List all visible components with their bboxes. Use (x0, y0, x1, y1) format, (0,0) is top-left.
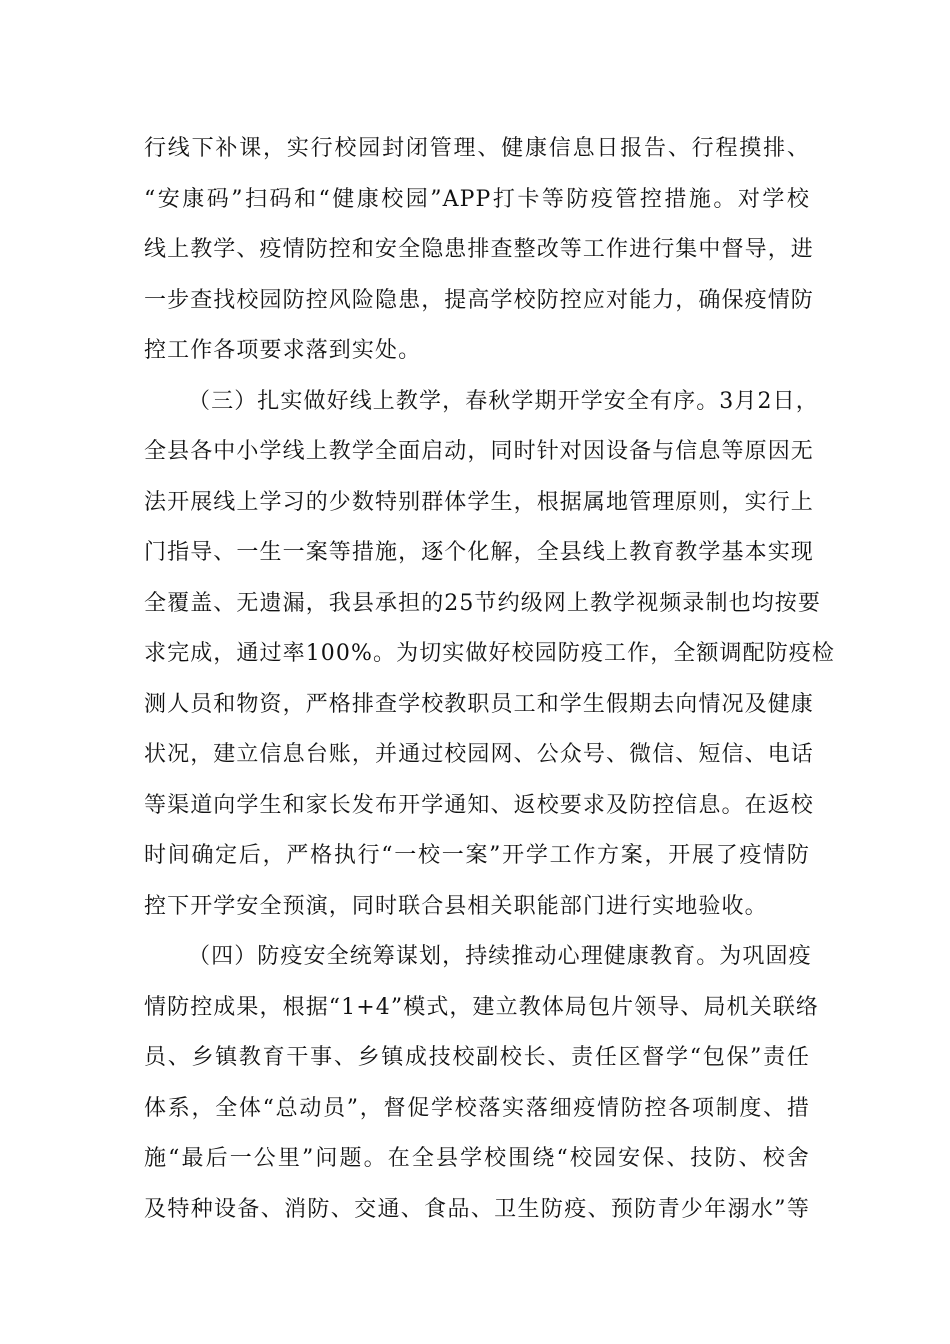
text-line: 全县各中小学线上教学全面启动，同时针对因设备与信息等原因无 (144, 439, 814, 464)
text-line: 控下开学安全预演，同时联合县相关职能部门进行实地验收。 (144, 893, 768, 919)
paragraph-1 (144, 124, 814, 377)
text-line: （三）扎实做好线上教学，春秋学期开学安全有序。3月2日， (188, 388, 819, 414)
paragraph-3 (144, 932, 820, 1235)
text-line: 情防控成果，根据“1+4”模式，建立教体局包片领导、局机关联络 (144, 994, 820, 1020)
document-body (144, 124, 835, 1235)
text-line: 一步查找校园防控风险隐患，提高学校防控应对能力，确保疫情防 (144, 287, 814, 313)
text-line: 等渠道向学生和家长发布开学通知、返校要求及防控信息。在返校 (144, 792, 814, 818)
paragraph-2 (144, 377, 835, 933)
text-line: 线上教学、疫情防控和安全隐患排查整改等工作进行集中督导，进 (144, 237, 814, 262)
text-line: 全覆盖、无遗漏，我县承担的25节约级网上教学视频录制也均按要 (144, 590, 821, 616)
text-line: 门指导、一生一案等措施，逐个化解，全县线上教育教学基本实现 (144, 540, 814, 565)
text-line: 体系，全体“总动员”，督促学校落实落细疫情防控各项制度、措 (144, 1095, 810, 1121)
text-line: 测人员和物资，严格排查学校教职员工和学生假期去向情况及健康 (144, 691, 814, 717)
text-line: （四）防疫安全统筹谋划，持续推动心理健康教育。为巩固疫 (188, 944, 812, 969)
text-line: “安康码”扫码和“健康校园”APP打卡等防疫管控措施。对学校 (144, 186, 810, 212)
text-line: 时间确定后，严格执行“一校一案”开学工作方案，开展了疫情防 (144, 843, 810, 868)
text-line: 求完成，通过率100%。为切实做好校园防疫工作，全额调配防疫检 (144, 641, 835, 666)
text-line: 行线下补课，实行校园封闭管理、健康信息日报告、行程摸排、 (144, 136, 810, 161)
text-line: 法开展线上学习的少数特别群体学生，根据属地管理原则，实行上 (144, 489, 814, 515)
text-line: 施“最后一公里”问题。在全县学校围绕“校园安保、技防、校舍 (144, 1146, 810, 1171)
text-line: 员、乡镇教育干事、乡镇成技校副校长、责任区督学“包保”责任 (144, 1045, 810, 1070)
text-line: 控工作各项要求落到实处。 (144, 338, 422, 363)
text-line: 状况，建立信息台账，并通过校园网、公众号、微信、短信、电话 (144, 742, 814, 767)
text-line: 及特种设备、消防、交通、食品、卫生防疫、预防青少年溺水”等 (144, 1196, 810, 1222)
